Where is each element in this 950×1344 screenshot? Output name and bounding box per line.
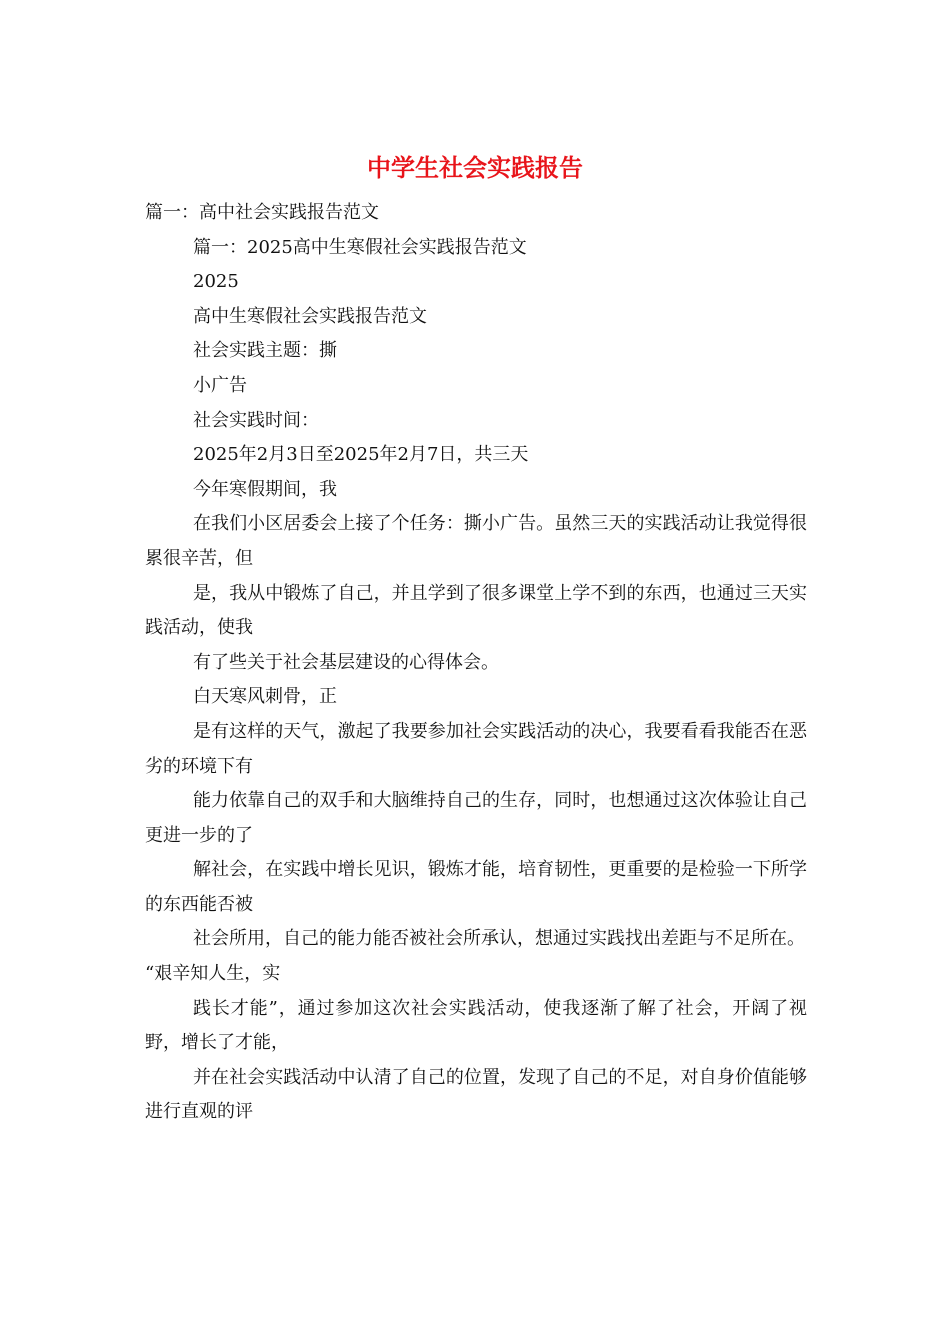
paragraph: 是，我从中锻炼了自己，并且学到了很多课堂上学不到的东西，也通过三天实践活动，使我: [145, 582, 807, 639]
paragraph: 今年寒假期间，我: [193, 478, 337, 500]
paragraph: 白天寒风刺骨，正: [193, 686, 337, 708]
paragraph: 篇一：2025高中生寒假社会实践报告范文: [193, 236, 527, 258]
paragraph: 并在社会实践活动中认清了自己的位置，发现了自己的不足，对自身价值能够进行直观的评: [145, 1066, 807, 1123]
paragraph: 2025年2月3日至2025年2月7日，共三天: [193, 444, 529, 466]
paragraph: 2025: [193, 271, 239, 293]
paragraph: 社会实践主题：撕: [193, 340, 337, 362]
paragraph: 解社会，在实践中增长见识，锻炼才能，培育韧性，更重要的是检验一下所学的东西能否被: [145, 859, 807, 915]
paragraph: 在我们小区居委会上接了个任务：撕小广告。虽然三天的实践活动让我觉得很累很辛苦，但: [145, 513, 807, 569]
paragraph: 高中生寒假社会实践报告范文: [193, 305, 427, 327]
paragraph: 有了些关于社会基层建设的心得体会。: [193, 651, 499, 673]
paragraph: 是有这样的天气，激起了我要参加社会实践活动的决心，我要看看我能否在恶劣的环境下有: [145, 720, 807, 777]
document-title: 中学生社会实践报告: [367, 153, 583, 182]
paragraph: 社会实践时间：: [193, 409, 319, 431]
paragraph: 能力依靠自己的双手和大脑维持自己的生存，同时，也想通过这次体验让自己更进一步的了: [145, 790, 807, 846]
document-body: [145, 196, 807, 1130]
paragraph: 篇一：高中社会实践报告范文: [145, 202, 379, 223]
paragraph: 社会所用，自己的能力能否被社会所承认，想通过实践找出差距与不足所在。: [193, 928, 805, 950]
paragraph: “艰辛知人生，实: [145, 963, 281, 985]
paragraph: 践长才能”，通过参加这次社会实践活动，使我逐渐了解了社会，开阔了视野，增长了才能，: [145, 997, 807, 1054]
paragraph: 小广告: [193, 374, 247, 396]
